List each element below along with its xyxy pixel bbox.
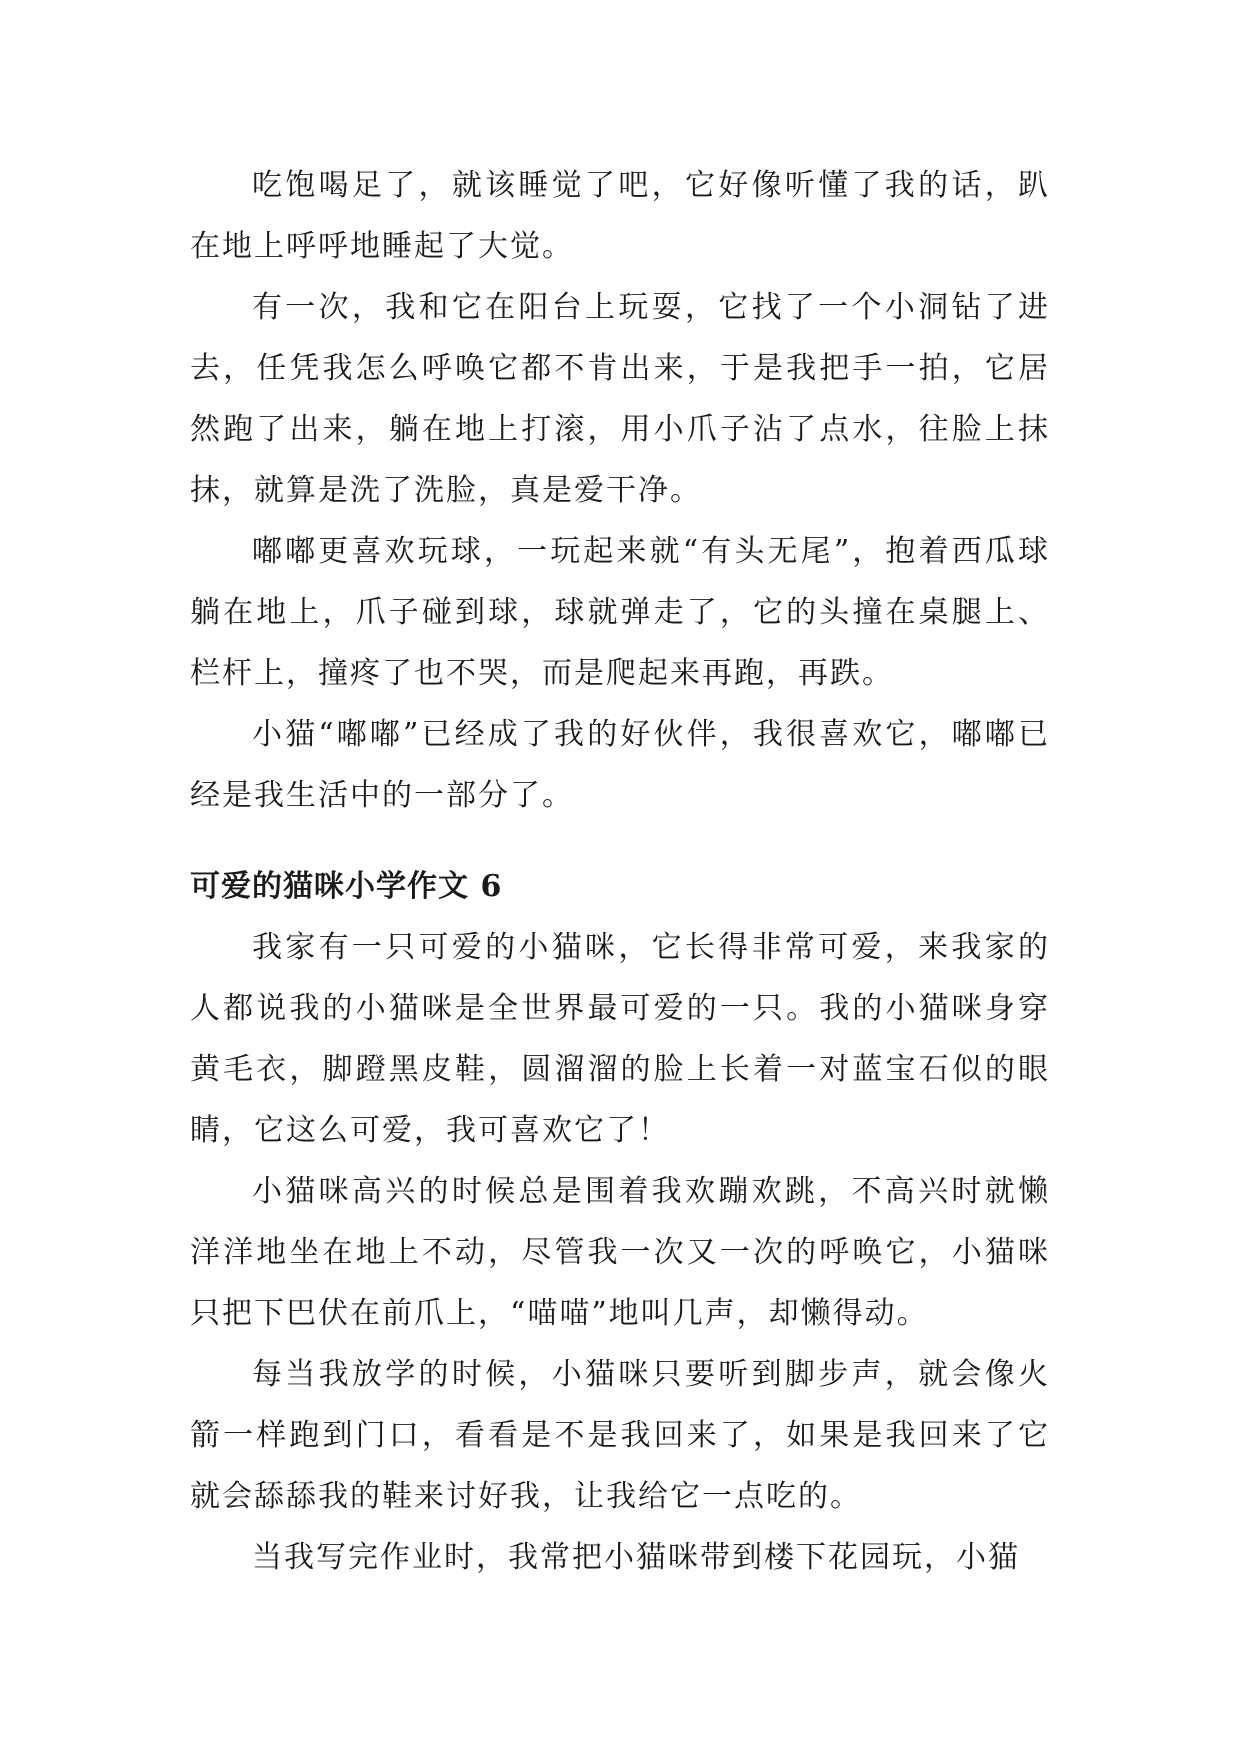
paragraph: 吃饱喝足了，就该睡觉了吧，它好像听懂了我的话，趴在地上呼呼地睡起了大觉。	[190, 168, 1050, 264]
paragraph: 每当我放学的时候，小猫咪只要听到脚步声，就会像火箭一样跑到门口，看看是不是我回来了，如果是我回来了它就会舔舔我的鞋来讨好我，让我给它一点吃的。	[190, 1357, 1050, 1514]
section-b-body	[190, 856, 1050, 1588]
paragraph: 小猫“嘟嘟”已经成了我的好伙伴，我很喜欢它，嘟嘟已经是我生活中的一部分了。	[190, 717, 1050, 813]
paragraph: 有一次，我和它在阳台上玩耍，它找了一个小洞钻了进去，任凭我怎么呼唤它都不肯出来，于是我把手一拍，它居然跑了出来，躺在地上打滚，用小爪子沾了点水，往脸上抹抹，就算是洗了洗脸，真是爱干净。	[190, 290, 1050, 508]
paragraph: 当我写完作业时，我常把小猫咪带到楼下花园玩，小猫	[252, 1540, 1020, 1575]
paragraph: 小猫咪高兴的时候总是围着我欢蹦欢跳，不高兴时就懒洋洋地坐在地上不动，尽管我一次又一次的呼唤它，小猫咪只把下巴伏在前爪上，“喵喵”地叫几声，却懒得动。	[190, 1174, 1050, 1331]
paragraph: 嘟嘟更喜欢玩球，一玩起来就“有头无尾”，抱着西瓜球躺在地上，爪子碰到球，球就弹走了，它的头撞在桌腿上、栏杆上，撞疼了也不哭，而是爬起来再跑，再跌。	[190, 534, 1050, 691]
paragraph: 我家有一只可爱的小猫咪，它长得非常可爱，来我家的人都说我的小猫咪是全世界最可爱的一只。我的小猫咪身穿黄毛衣，脚蹬黑皮鞋，圆溜溜的脸上长着一对蓝宝石似的眼睛，它这么可爱，我可喜欢它了！	[190, 930, 1050, 1148]
section-a-body	[190, 155, 1050, 826]
section-heading: 可爱的猫咪小学作文 6	[190, 869, 503, 904]
